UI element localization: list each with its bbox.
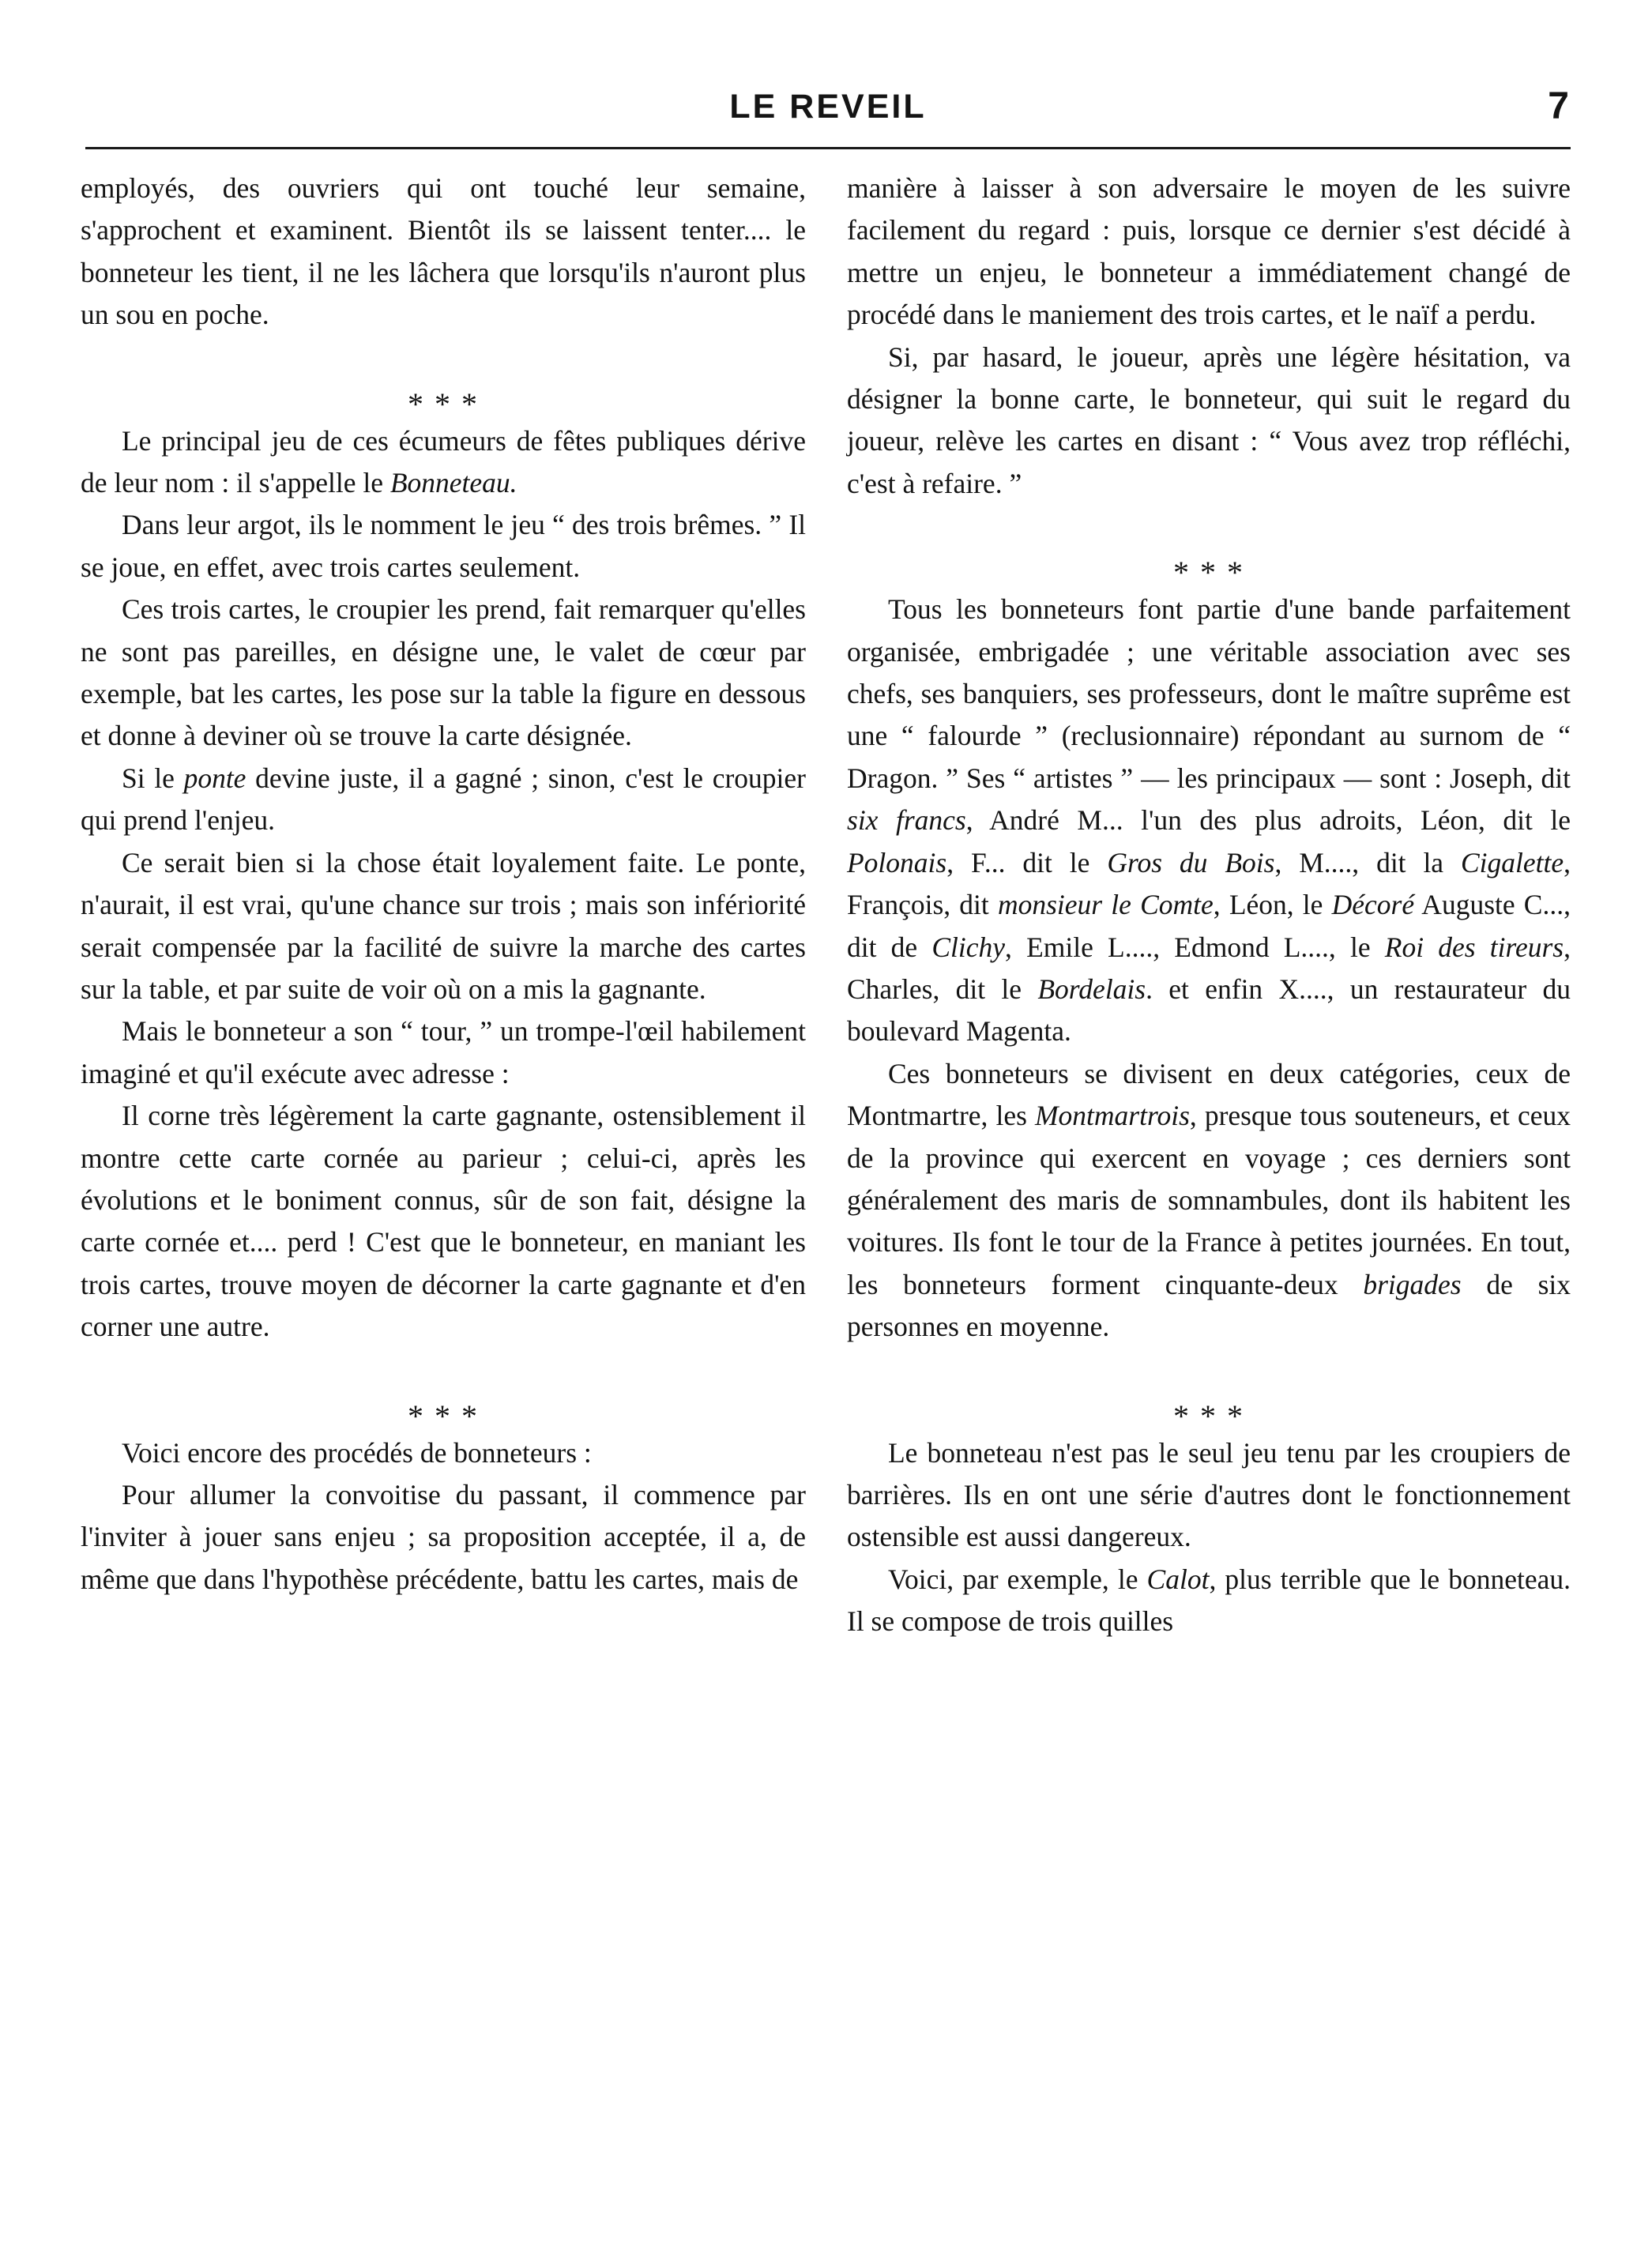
paragraph: Dans leur argot, ils le nomment le jeu “ des trois brêmes. ” Il se joue, en effet, avec trois cartes seulement.	[81, 509, 806, 583]
asterism-divider: * * *	[1173, 1398, 1244, 1434]
italic-term: monsieur le Comte	[997, 889, 1214, 921]
italic-term: Roi des tireurs	[1384, 931, 1564, 963]
italic-term: Bonneteau.	[389, 467, 517, 499]
page-header	[85, 81, 1571, 137]
paragraph: Si, par hasard, le joueur, après une légère hésitation, va désigner la bonne carte, le bonneteur, qui suit le regard du joueur, relève les cartes en disant : “ Vous avez trop réfléchi, c'est à refaire. ”	[847, 340, 1571, 499]
italic-term: Cigalette	[1460, 846, 1564, 878]
right-column	[847, 167, 1571, 1643]
paragraph: Voici, par exemple, le Calot, plus terrible que le bonneteau. Il se compose de trois quilles	[847, 1563, 1571, 1638]
italic-term: six francs	[847, 804, 966, 837]
italic-term: ponte	[183, 762, 246, 794]
header-rule	[85, 147, 1571, 149]
asterism-divider: * * *	[1173, 555, 1244, 591]
paragraph: Tous les bonneteurs font partie d'une bande parfaitement organisée, embrigadée ; une véritable association avec ses chefs, ses banquiers, ses professeurs, dont le maître suprême est une “ falourde ” (reclusionnaire) répondant au surnom de “ Dragon. ” Ses “ artistes ” — les principaux — sont : Joseph, dit six francs, André M... l'un des plus adroits, Léon, dit le Polonais, F... dit le Gros du Bois, M...., dit la Cigalette, François, dit monsieur le Comte, Léon, le Décoré Auguste C..., dit de Clichy, Emile L...., Edmond L...., le Roi des tireurs, Charles, dit le Bordelais. et enfin X...., un restaurateur du boulevard Magenta.	[847, 593, 1571, 1048]
paragraph: Si le ponte devine juste, il a gagné ; sinon, c'est le croupier qui prend l'enjeu.	[81, 762, 806, 837]
italic-term: Clichy	[931, 931, 1006, 963]
italic-term: Polonais	[847, 846, 947, 878]
left-column	[81, 167, 806, 1601]
asterism-divider: * * *	[408, 1398, 479, 1434]
paragraph: Ces bonneteurs se divisent en deux catégories, ceux de Montmartre, les Montmartrois, presque tous souteneurs, et ceux de la province qui exercent en voyage ; ces derniers sont généralement des maris de somnambules, dont ils habitent les voitures. Ils font le tour de la France à petites journées. En tout, les bonneteurs forment cinquante-deux brigades de six personnes en moyenne.	[847, 1057, 1571, 1343]
paragraph: manière à laisser à son adversaire le moyen de les suivre facilement du regard : puis, lorsque ce dernier s'est décidé à mettre un enjeu, le bonneteur a immédiatement changé de procédé dans le maniement des trois cartes, et le naïf a perdu.	[847, 172, 1571, 331]
paragraph: Le bonneteau n'est pas le seul jeu tenu par les croupiers de barrières. Ils en ont une série d'autres dont le fonctionnement ostensible est aussi dangereux.	[847, 1436, 1571, 1553]
page-number: 7	[1548, 85, 1569, 127]
paragraph: Pour allumer la convoitise du passant, il commence par l'inviter à jouer sans enjeu ; sa proposition acceptée, il a, de même que dans l'hypothèse précédente, battu les cartes, mais de	[81, 1478, 806, 1595]
paragraph: Il corne très légèrement la carte gagnante, ostensiblement il montre cette carte cornée au parieur ; celui-ci, après les évolutions et le boniment connus, sûr de son fait, désigne la carte cornée et.... perd ! C'est que le bonneteur, en maniant les trois cartes, trouve moyen de décorner la carte gagnante et d'en corner une autre.	[81, 1100, 806, 1343]
asterism-divider: * * *	[408, 386, 479, 422]
paragraph: Ce serait bien si la chose était loyalement faite. Le ponte, n'aurait, il est vrai, qu'une chance sur trois ; mais son infériorité serait compensée par la facilité de suivre la marche des cartes sur la table, et par suite de voir où on a mis la gagnante.	[81, 846, 806, 1005]
newspaper-title: LE REVEIL	[729, 88, 927, 126]
paragraph: Mais le bonneteur a son “ tour, ” un trompe-l'œil habilement imaginé et qu'il exécute avec adresse :	[81, 1015, 806, 1089]
italic-term: Calot	[1146, 1563, 1210, 1595]
italic-term: Gros du Bois	[1107, 846, 1275, 878]
paragraph: Voici encore des procédés de bonneteurs :	[122, 1436, 592, 1469]
paragraph: Le principal jeu de ces écumeurs de fêtes publiques dérive de leur nom : il s'appelle le Bonneteau.	[81, 424, 806, 499]
italic-term: Bordelais	[1037, 972, 1146, 1005]
italic-term: Décoré	[1331, 889, 1415, 921]
italic-term: brigades	[1363, 1268, 1462, 1300]
paragraph: employés, des ouvriers qui ont touché leur semaine, s'approchent et examinent. Bientôt ils se laissent tenter.... le bonneteur les tient, il ne les lâchera que lorsqu'ils n'auront plus un sou en poche.	[81, 172, 806, 331]
italic-term: Montmartrois	[1034, 1100, 1190, 1132]
paragraph: Ces trois cartes, le croupier les prend, fait remarquer qu'elles ne sont pas pareilles, en désigne une, le valet de cœur par exemple, bat les cartes, les pose sur la table la figure en dessous et donne à deviner où se trouve la carte désignée.	[81, 593, 806, 752]
